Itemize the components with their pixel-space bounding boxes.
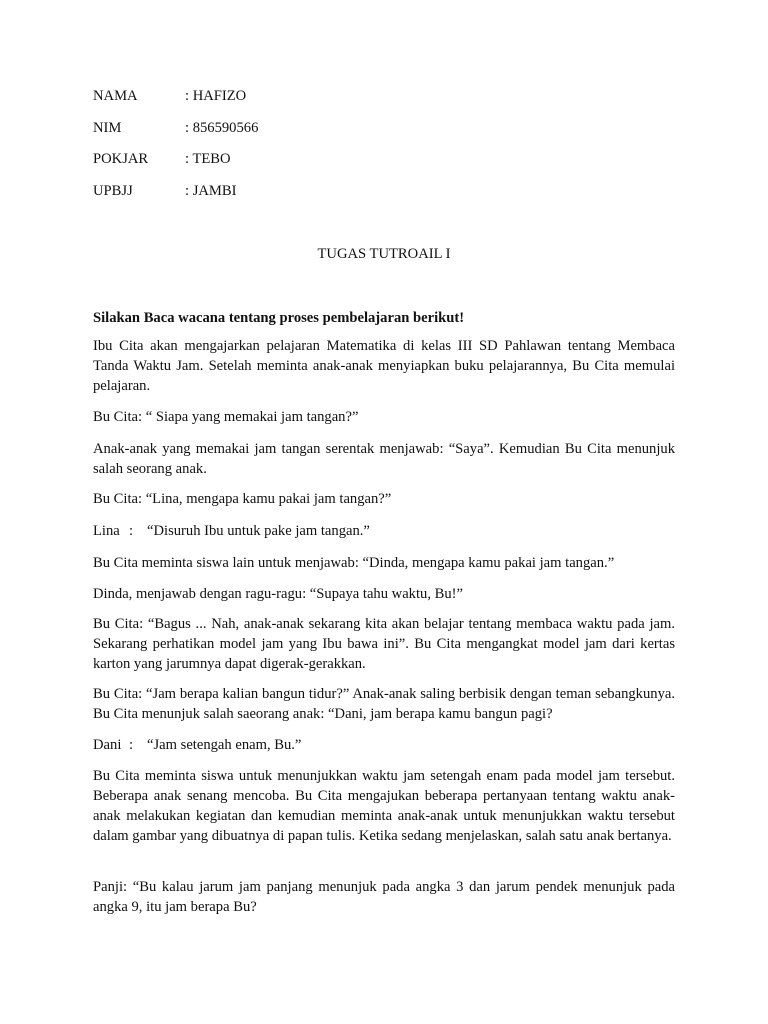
identity-label: NIM [93, 120, 122, 136]
paragraph-11 [93, 766, 675, 846]
paragraph-text: Anak-anak yang memakai jam tangan serentak menjawab: “Saya”. Kemudian Bu Cita menunjuk salah seorang anak. [93, 441, 675, 477]
speaker-separator: : [129, 737, 134, 753]
paragraph-4 [93, 489, 675, 509]
paragraph-6 [93, 553, 675, 573]
speaker-separator: : [129, 523, 134, 539]
paragraph-2 [93, 407, 675, 427]
paragraph-text: Bu Cita meminta siswa untuk menunjukkan waktu jam setengah enam pada model jam tersebut. Beberapa anak senang mencoba. Bu Cita mengajukan beberapa pertanyaan tentang waktu anak-anak melakukan kegiatan dan kemudian meminta anak-anak untuk menunjukkan waktu tersebut dalam gambar yang dibuatnya di papan tulis. Ketika sedang menjelaskan, salah satu anak bertanya. [93, 768, 675, 844]
identity-value: : JAMBI [185, 183, 237, 199]
speaker-label: Lina [93, 523, 120, 539]
paragraph-text: Bu Cita: “Jam berapa kalian bangun tidur?” Anak-anak saling berbisik dengan teman sebangkunya. Bu Cita menunjuk salah saeorang anak: “Dani, jam berapa kamu bangun pagi? [93, 686, 675, 722]
instruction [93, 308, 675, 328]
paragraph-3 [93, 439, 675, 479]
paragraph-text: Bu Cita meminta siswa lain untuk menjawab: “Dinda, mengapa kamu pakai jam tangan.” [93, 555, 615, 571]
identity-label: UPBJJ [93, 183, 133, 199]
identity-label: NAMA [93, 88, 138, 104]
identity-value: : HAFIZO [185, 88, 247, 104]
paragraph-12 [93, 877, 675, 917]
speaker-label: Dani [93, 737, 122, 753]
dialogue-lina [93, 521, 675, 541]
paragraph-8 [93, 614, 675, 674]
paragraph-7 [93, 584, 675, 604]
paragraph-text: Panji: “Bu kalau jarum jam panjang menunjuk pada angka 3 dan jarum pendek menunjuk pada angka 9, itu jam berapa Bu? [93, 879, 675, 915]
paragraph-1 [93, 336, 675, 396]
paragraph-text: Dinda, menjawab dengan ragu-ragu: “Supaya tahu waktu, Bu!” [93, 586, 463, 602]
identity-row-nama [93, 86, 246, 106]
paragraph-text: Ibu Cita akan mengajarkan pelajaran Matematika di kelas III SD Pahlawan tentang Membaca Tanda Waktu Jam. Setelah meminta anak-anak menyiapkan buku pelajarannya, Bu Cita memulai pelajaran. [93, 338, 675, 394]
paragraph-9 [93, 684, 675, 724]
paragraph-text: Bu Cita: “ Siapa yang memakai jam tangan?” [93, 409, 359, 425]
identity-row-pokjar [93, 149, 231, 169]
page-title: TUGAS TUTROAIL I [317, 246, 451, 262]
dialogue-text: “Disuruh Ibu untuk pake jam tangan.” [147, 523, 370, 539]
paragraph-text: Bu Cita: “Bagus ... Nah, anak-anak sekarang kita akan belajar tentang membaca waktu pada jam. Sekarang perhatikan model jam yang Ibu bawa ini”. Bu Cita mengangkat model jam dari kertas karton yang jarumnya dapat digerak-gerakkan. [93, 616, 675, 672]
identity-row-nim [93, 118, 258, 138]
dialogue-dani [93, 735, 675, 755]
identity-value: : 856590566 [185, 120, 259, 136]
instruction-text: Silakan Baca wacana tentang proses pembelajaran berikut! [93, 310, 465, 326]
identity-value: : TEBO [185, 151, 231, 167]
identity-row-upbjj [93, 181, 237, 201]
paragraph-text: Bu Cita: “Lina, mengapa kamu pakai jam tangan?” [93, 491, 392, 507]
identity-label: POKJAR [93, 151, 149, 167]
dialogue-text: “Jam setengah enam, Bu.” [147, 737, 302, 753]
